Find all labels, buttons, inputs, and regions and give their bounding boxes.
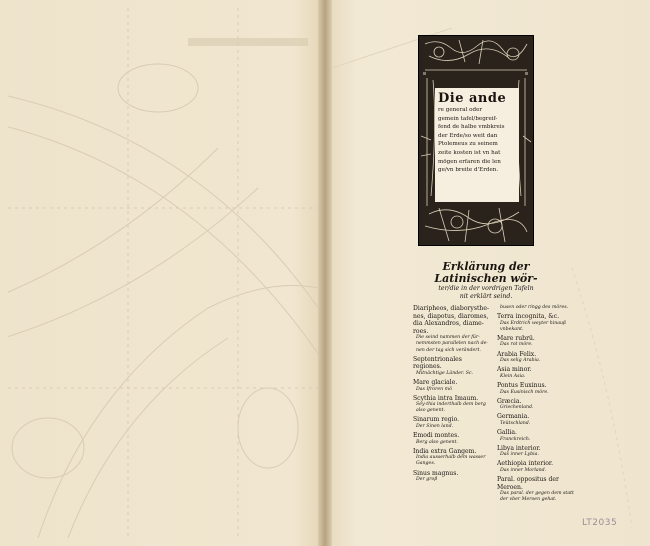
- title-line-7: zeite kosten ist vn hat: [438, 149, 501, 156]
- latin-term: Mare glaciale.: [413, 378, 458, 386]
- title-line-3: gemein tafel/begreif-: [438, 115, 498, 122]
- latin-term: Sinarum regio.: [413, 416, 460, 424]
- heading-line-3: nit erklärt seind.: [459, 293, 513, 300]
- title-line-1: Die ande: [438, 91, 507, 106]
- center-fold: [318, 0, 332, 546]
- heading-line-2: ter/die in der vordrigen Tafeln: [438, 285, 534, 292]
- german-gloss: Teütschland.: [500, 420, 531, 426]
- latin-term: roes.: [413, 327, 429, 335]
- latin-term: nes, diapotus, diaromes,: [413, 312, 489, 320]
- glossary-right-column: [497, 305, 575, 505]
- latin-term: dia Alexandros, diame-: [413, 320, 484, 328]
- german-gloss: Mitnächtige Länder. Sc.: [416, 370, 474, 376]
- latin-term: Mare rubrü.: [497, 334, 535, 342]
- glossary-entry: [413, 416, 491, 430]
- german-gloss: Das Ifroren mö: [416, 386, 452, 392]
- latin-term: Aethiopia interior.: [497, 460, 554, 468]
- german-gloss: Der groß: [416, 477, 438, 483]
- german-gloss: Das Eusinisch möre.: [500, 389, 549, 395]
- glossary-entry: [497, 476, 575, 503]
- latin-term: Septentrionales regiones.: [413, 355, 462, 371]
- german-gloss: Klein Asia.: [500, 373, 526, 379]
- latin-term: Asia minor.: [497, 366, 532, 374]
- glossary-entry: [413, 305, 491, 313]
- german-gloss: Das Erdtrich weyter hinauß vnbekant.: [500, 320, 567, 332]
- glossary-entry: [413, 395, 491, 415]
- latin-term: Scythia intra Imaum.: [413, 394, 479, 402]
- latin-term: Gallia.: [497, 429, 517, 436]
- glossary-entry: [413, 448, 491, 468]
- german-gloss: Sey-thia inderthalb dem berg also genent.: [416, 402, 486, 414]
- german-gloss: Berg also genent.: [416, 439, 458, 445]
- latin-term: Græcia.: [497, 397, 522, 405]
- german-gloss: nen der tag sich verändert.: [416, 347, 481, 353]
- glossary-entry: [413, 320, 491, 328]
- latin-term: Pontus Euxinus.: [497, 381, 547, 389]
- glossary-entry: [413, 328, 491, 354]
- german-gloss: India ausserhalb dem wasser Ganges.: [416, 455, 486, 467]
- title-line-2: re general oder: [438, 107, 483, 113]
- glossary-entry: [413, 379, 491, 393]
- glossary-entry: [497, 305, 575, 311]
- title-woodcut: [418, 35, 534, 246]
- german-gloss: Griechenland.: [500, 405, 534, 411]
- glossary-entry: [497, 382, 575, 396]
- glossary-entry: [497, 429, 575, 443]
- glossary-entry: [497, 398, 575, 412]
- showthrough-map-graphic: [8, 8, 318, 538]
- german-gloss: Das paral. der gegen dem statt der vber Meroen gehat.: [500, 491, 574, 503]
- latin-term: Paral. oppositus der Meroen.: [497, 476, 559, 491]
- latin-term: Emodi montes.: [413, 432, 460, 440]
- glossary-heading: [412, 261, 560, 301]
- glossary-entry: [413, 356, 491, 377]
- inventory-stamp: LT2035: [582, 518, 618, 528]
- german-gloss: Franckreich.: [500, 436, 531, 442]
- glossary-left-column: [413, 305, 491, 485]
- glossary-entry: [413, 432, 491, 446]
- title-line-6: Ptolemeus zu seinem: [438, 141, 498, 148]
- glossary-entry: [497, 313, 575, 333]
- latin-term: India extra Gangem.: [413, 447, 477, 455]
- title-text: [435, 88, 519, 178]
- title-line-4: fend de halbe vmbkreis: [438, 124, 505, 131]
- latin-term: Sinus magnus.: [413, 469, 459, 477]
- glossary-entry: [413, 470, 491, 484]
- german-gloss: Der Sinen land.: [416, 424, 454, 429]
- glossary-entry: [497, 366, 575, 380]
- german-gloss: Die seind nammen der für-: [416, 335, 480, 341]
- title-panel: [435, 88, 519, 202]
- heading-line-1: Erklärung der Latinischen wör-: [434, 260, 538, 285]
- glossary-entry: [497, 445, 575, 459]
- german-gloss: Das inner Morland.: [500, 467, 547, 473]
- latin-term: Diaripheos, diaborysthe-: [413, 305, 490, 312]
- latin-term: Libya interior.: [497, 444, 541, 452]
- title-line-5: der Erde/so weit dan: [438, 132, 498, 139]
- latin-term: Terra incognita, &c.: [497, 313, 560, 321]
- glossary-entry: [497, 413, 575, 427]
- title-line-8: mögen erfaren die len: [438, 158, 501, 165]
- german-gloss: Das selig Arabia.: [500, 358, 541, 364]
- right-page: [332, 8, 642, 538]
- latin-term: Arabia Felix.: [497, 350, 537, 358]
- german-gloss: nemmsten parallelen nach de-: [416, 341, 488, 347]
- german-gloss: Das rot möre.: [500, 342, 533, 348]
- glossary-entry: [497, 335, 575, 349]
- glossary-entry: [413, 313, 491, 321]
- german-gloss: Das inner Lybia.: [500, 452, 539, 458]
- german-gloss: busen oder ringg des möres.: [500, 305, 569, 310]
- glossary-entry: [497, 351, 575, 365]
- left-page-showthrough: [8, 8, 318, 538]
- latin-term: Germania.: [497, 413, 530, 421]
- title-line-9: ge/vn breite d'Erden.: [438, 167, 499, 174]
- glossary-entry: [497, 460, 575, 474]
